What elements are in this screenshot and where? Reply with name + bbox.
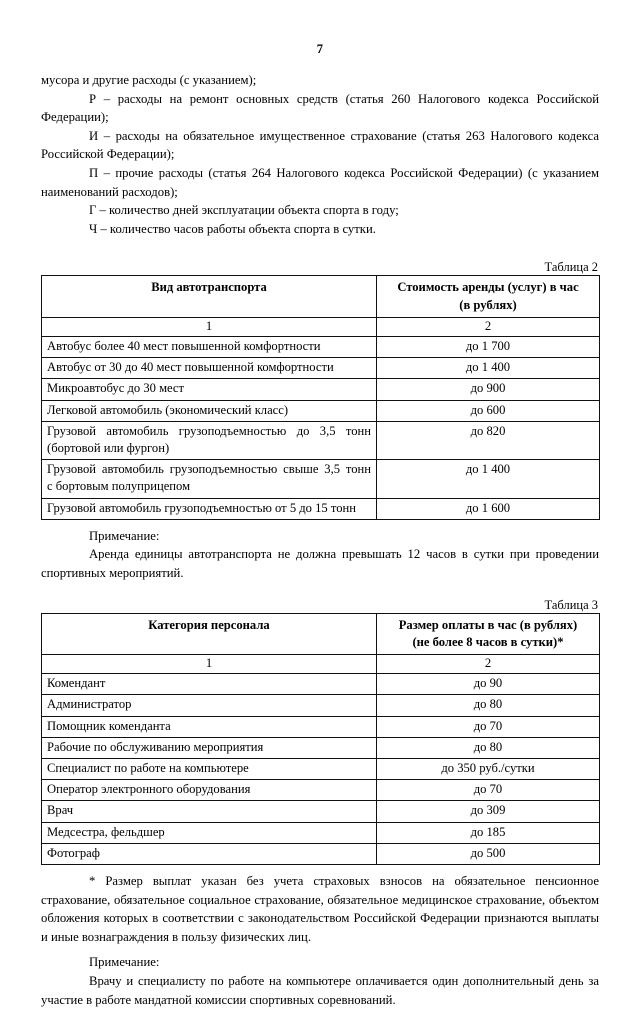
table-row (42, 780, 600, 801)
table-row (42, 379, 600, 400)
paragraph-i: И – расходы на обязательное имущественное страхование (статья 263 Налогового кодекса Российской Федерации); (41, 128, 599, 162)
table3-row7-name: Медсестра, фельдшер (42, 822, 377, 843)
note2-label: Примечание: (89, 528, 160, 543)
table2-row0-value: до 1 700 (377, 336, 600, 357)
spacer-before-table2 (41, 238, 599, 260)
table2-header-col1: Вид автотранспорта (42, 276, 377, 317)
table-row (42, 843, 600, 864)
paragraph-musor: мусора и другие расходы (с указанием); (41, 73, 257, 87)
table2-number-row (42, 317, 600, 336)
note3-label: Примечание: (89, 955, 160, 970)
table2-row5-name-line1: Грузовой автомобиль грузоподъемностью свыше 3,5 тонн (47, 462, 371, 477)
table-row (42, 758, 600, 779)
table3-row8-name: Фотограф (42, 843, 377, 864)
footnote-block (41, 872, 599, 946)
table-row (42, 460, 600, 498)
table3-row8-value: до 500 (377, 843, 600, 864)
table2-number-col2: 2 (377, 317, 600, 336)
table-personnel-rates (41, 613, 600, 865)
table3-number-col1: 1 (42, 654, 377, 673)
table3-row3-name: Рабочие по обслуживанию мероприятия (42, 737, 377, 758)
note-after-table3 (41, 953, 599, 1009)
table-row (42, 498, 600, 519)
table-row (42, 421, 600, 459)
table-row (42, 695, 600, 716)
table2-row3-value: до 600 (377, 400, 600, 421)
table2-row5-name-line2: с бортовым полуприцепом (47, 479, 191, 494)
table2-row1-value: до 1 400 (377, 358, 600, 379)
table3-row6-name: Врач (42, 801, 377, 822)
table3-header-col1: Категория персонала (42, 613, 377, 654)
table2-row5-value: до 1 400 (377, 460, 600, 498)
table3-row4-value: до 350 руб./сутки (377, 758, 600, 779)
table-vehicle-rental (41, 275, 600, 519)
table-row (42, 737, 600, 758)
table2-number-col1: 1 (42, 317, 377, 336)
table2-row4-name-line1: Грузовой автомобиль грузоподъемностью до 3,5 тонн (47, 423, 371, 438)
table2-row5-name (42, 460, 377, 498)
note-after-table2 (41, 527, 599, 583)
table-row (42, 674, 600, 695)
table3-row3-value: до 80 (377, 737, 600, 758)
paragraph-r: Р – расходы на ремонт основных средств (статья 260 Налогового кодекса Российской Федерации); (41, 91, 599, 125)
table3-number-col2: 2 (377, 654, 600, 673)
page-number: 7 (316, 42, 324, 56)
table2-header-col2-line1: Стоимость аренды (услуг) в час (397, 280, 579, 295)
table2-row2-name: Микроавтобус до 30 мест (42, 379, 377, 400)
table2-row3-name: Легковой автомобиль (экономический класс) (42, 400, 377, 421)
table3-number-row (42, 654, 600, 673)
spacer-before-table3 (41, 583, 599, 598)
table3-row4-name: Специалист по работе на компьютере (42, 758, 377, 779)
table2-row6-name: Грузовой автомобиль грузоподъемностью от 5 до 15 тонн (42, 498, 377, 519)
table2-header-col2 (377, 276, 600, 317)
table2-row1-name: Автобус от 30 до 40 мест повышенной комфортности (42, 358, 377, 379)
table3-row2-name: Помощник коменданта (42, 716, 377, 737)
table2-row0-name: Автобус более 40 мест повышенной комфортности (42, 336, 377, 357)
paragraph-g: Г – количество дней эксплуатации объекта спорта в году; (89, 203, 399, 218)
table3-row5-name: Оператор электронного оборудования (42, 780, 377, 801)
table3-row1-name: Администратор (42, 695, 377, 716)
table3-row5-value: до 70 (377, 780, 600, 801)
table3-header-col2-line1: Размер оплаты в час (в рублях) (398, 617, 578, 632)
table2-header-col2-line2: (в рублях) (459, 297, 517, 312)
intro-text-block (41, 71, 599, 238)
table2-row6-value: до 1 600 (377, 498, 600, 519)
table-row (42, 400, 600, 421)
table2-row2-value: до 900 (377, 379, 600, 400)
table2-header-row (42, 276, 600, 317)
table-row (42, 801, 600, 822)
table3-header-row (42, 613, 600, 654)
note3-text: Врачу и специалисту по работе на компьютере оплачивается один дополнительный день за участие в работе мандатной комиссии спортивных соревнований. (41, 973, 599, 1007)
table2-row4-name-line2: (бортовой или фургон) (47, 440, 170, 455)
table2-row4-name (42, 421, 377, 459)
table3-row1-value: до 80 (377, 695, 600, 716)
table3-caption: Таблица 3 (544, 597, 598, 612)
table3-row6-value: до 309 (377, 801, 600, 822)
paragraph-ch: Ч – количество часов работы объекта спорта в сутки. (89, 221, 376, 236)
table-row (42, 716, 600, 737)
table3-row2-value: до 70 (377, 716, 600, 737)
table-row (42, 336, 600, 357)
table3-header-col2 (377, 613, 600, 654)
table2-row4-value: до 820 (377, 421, 600, 459)
table3-row7-value: до 185 (377, 822, 600, 843)
table-row (42, 822, 600, 843)
table3-header-col2-line2: (не более 8 часов в сутки)* (412, 634, 564, 649)
table-row (42, 358, 600, 379)
footnote-text: * Размер выплат указан без учета страховых взносов на обязательное пенсионное страхование, обязательное социальное страхование, обязательное медицинское страхование, объектом обложения которых в соответствии с законодательством Российской Федерации признаются выплаты и иные вознаграждения в пользу физических лиц. (41, 874, 599, 944)
table2-caption: Таблица 2 (544, 260, 598, 275)
note2-text: Аренда единицы автотранспорта не должна превышать 12 часов в сутки при проведении спортивных мероприятий. (41, 547, 599, 580)
paragraph-p: П – прочие расходы (статья 264 Налогового кодекса Российской Федерации) (с указанием наименований расходов); (41, 165, 599, 199)
table3-row0-value: до 90 (377, 674, 600, 695)
table3-row0-name: Комендант (42, 674, 377, 695)
